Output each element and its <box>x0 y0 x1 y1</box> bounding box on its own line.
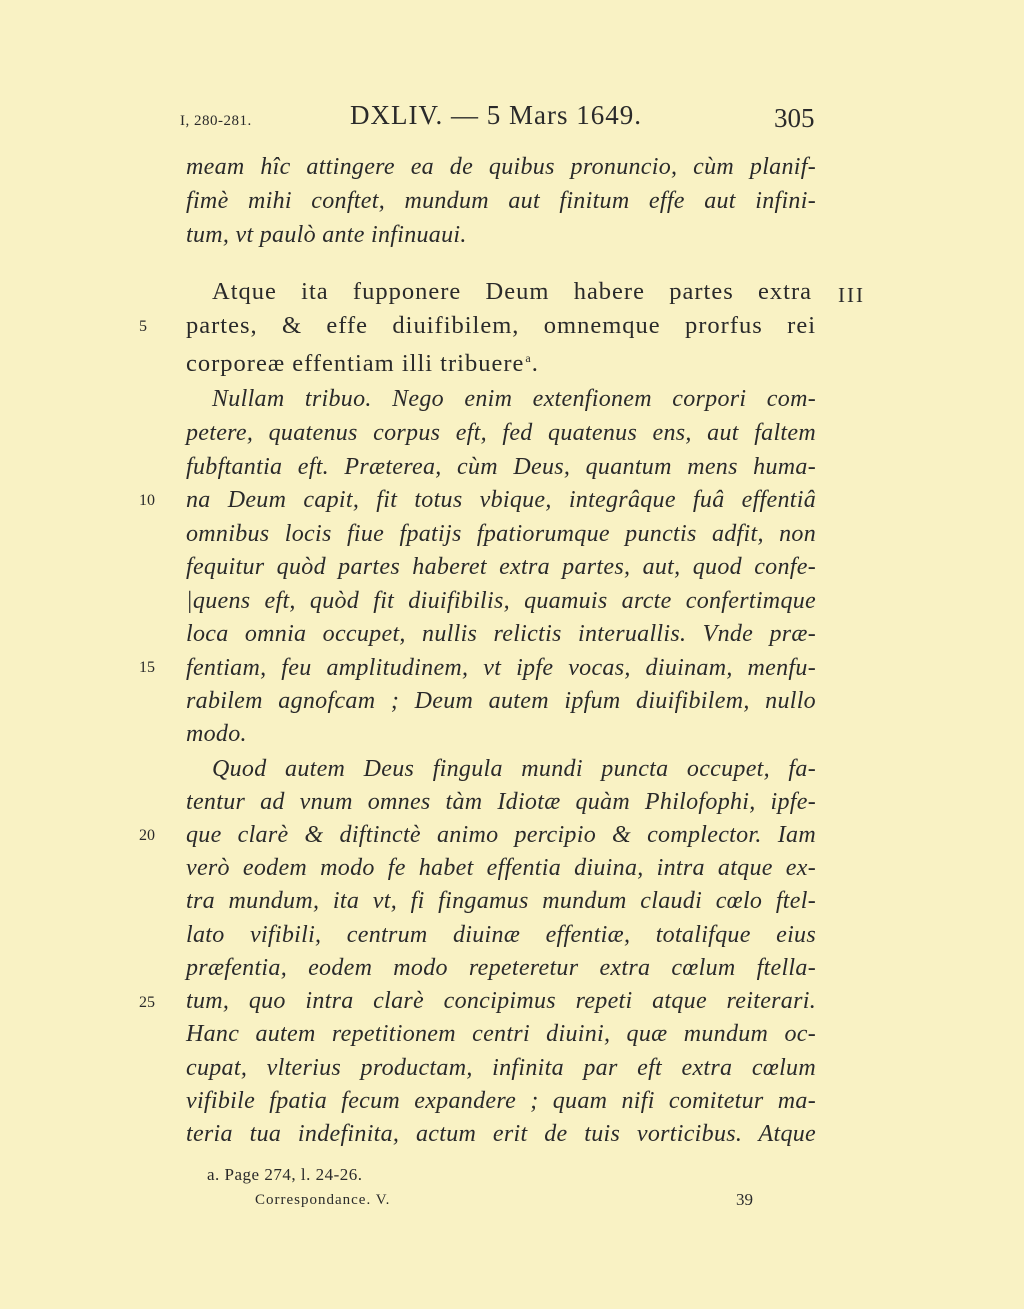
text-line: modo. <box>186 721 247 747</box>
text-line: petere, quatenus corpus eft, fed quatenus ens, aut faltem <box>186 420 816 446</box>
text-line: omnibus locis fiue fpatijs fpatiorumque punctis adfit, non <box>186 521 816 547</box>
text-line: fentiam, feu amplitudinem, vt ipfe vocas, diuinam, menfu- <box>186 655 816 681</box>
text-line: Atque ita fupponere Deum habere partes extra <box>212 278 812 305</box>
text-line: cupat, vlterius productam, infinita par eft extra cœlum <box>186 1055 816 1081</box>
text-line: vifibile fpatia fecum expandere ; quam nifi comitetur ma- <box>186 1088 816 1114</box>
signature-title: Correspondance. V. <box>255 1192 391 1208</box>
text-line: Quod autem Deus fingula mundi puncta occupet, fa- <box>212 756 816 782</box>
text-line: lato vifibili, centrum diuinæ effentiæ, totalifque eius <box>186 922 816 948</box>
text-line: rabilem agnofcam ; Deum autem ipfum diuifibilem, nullo <box>186 688 816 714</box>
footnote-marker: a <box>525 351 532 365</box>
text-line: Nullam tribuo. Nego enim extenfionem corpori com- <box>212 386 816 412</box>
text-line: tum, quo intra clarè concipimus repeti atque reiterari. <box>186 988 816 1014</box>
letter-heading: DXLIV. — 5 Mars 1649. <box>350 100 642 130</box>
text-line: tum, vt paulò ante infinuaui. <box>186 222 467 248</box>
text-line: fequitur quòd partes haberet extra partes, aut, quod confe- <box>186 554 816 580</box>
text-line: Hanc autem repetitionem centri diuini, quæ mundum oc- <box>186 1021 816 1047</box>
text-line: fimè mihi conftet, mundum aut finitum effe aut infini- <box>186 188 816 214</box>
line-number: 25 <box>139 994 155 1011</box>
text-line: teria tua indefinita, actum erit de tuis vorticibus. Atque <box>186 1121 816 1147</box>
text-line: meam hîc attingere ea de quibus pronuncio, cùm planif- <box>186 154 816 180</box>
text-line: tra mundum, ita vt, fi fingamus mundum claudi cœlo ftel- <box>186 888 816 914</box>
signature-number: 39 <box>736 1190 753 1209</box>
footnote: a. Page 274, l. 24-26. <box>207 1165 363 1184</box>
line-number: 5 <box>139 318 147 335</box>
text-line: fubftantia eft. Præterea, cùm Deus, quantum mens huma- <box>186 454 816 480</box>
line-number: 20 <box>139 827 155 844</box>
line-number: 15 <box>139 659 155 676</box>
line-number: 10 <box>139 492 155 509</box>
header-reference: I, 280-281. <box>180 113 252 129</box>
text-line: tentur ad vnum omnes tàm Idiotæ quàm Philofophi, ipfe- <box>186 789 816 815</box>
text-line: |quens eft, quòd fit diuifibilis, quamuis arcte confertimque <box>186 588 816 614</box>
page-number: 305 <box>774 103 815 133</box>
text-line: corporeæ effentiam illi tribuere$^a$. <box>186 350 539 377</box>
text-line: loca omnia occupet, nullis relictis interuallis. Vnde præ- <box>186 621 816 647</box>
text-line: que clarè & diftinctè animo percipio & complector. Iam <box>186 822 816 848</box>
text-line: præfentia, eodem modo repeteretur extra cœlum ftella- <box>186 955 816 981</box>
text-line: partes, & effe diuifibilem, omnemque prorfus rei <box>186 312 816 339</box>
margin-note: III <box>838 283 865 307</box>
text-line-body: corporeæ effentiam illi tribuere <box>186 350 525 377</box>
text-line: na Deum capit, fit totus vbique, integrâque fuâ effentiâ <box>186 487 816 513</box>
text-line: verò eodem modo fe habet effentia diuina, intra atque ex- <box>186 855 816 881</box>
